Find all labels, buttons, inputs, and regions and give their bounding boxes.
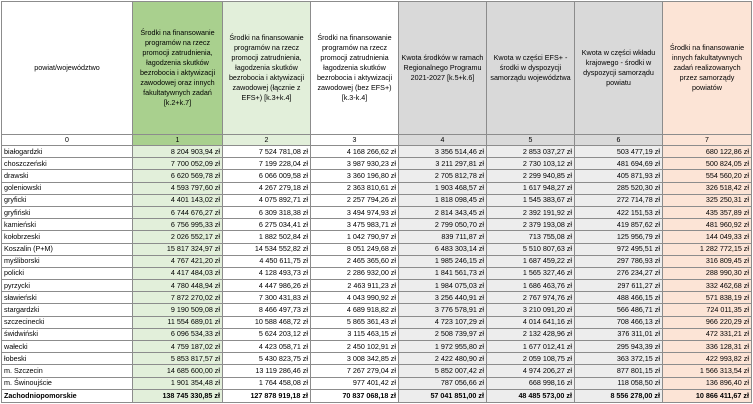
table-row <box>2 243 752 255</box>
amount-cell: 1 687 459,22 zł <box>487 255 575 267</box>
column-number: 1 <box>133 135 223 146</box>
amount-cell: 571 838,19 zł <box>663 292 752 304</box>
amount-cell: 7 267 279,04 zł <box>311 365 399 377</box>
amount-cell: 6 483 303,14 zł <box>399 243 487 255</box>
table-row <box>2 158 752 170</box>
amount-cell: 4 168 266,62 zł <box>311 146 399 158</box>
amount-cell: 8 204 903,94 zł <box>133 146 223 158</box>
amount-cell: 4 689 918,82 zł <box>311 304 399 316</box>
amount-cell: 363 372,15 zł <box>575 353 663 365</box>
amount-cell: 276 234,27 zł <box>575 267 663 279</box>
header-row <box>2 2 752 135</box>
table-row <box>2 170 752 182</box>
column-header-total-funds: Środki na finansowanie programów na rzecz promocji zatrudnienia, łagodzenia skutków bezrobocia i aktywizacji zawodowej oraz innych fakultatywnych zadań [k.2+k.7] <box>133 2 223 135</box>
county-name-cell: m. Świnoujście <box>2 377 133 389</box>
column-header-programs-with-efs: Środki na finansowanie programów na rzecz promocji zatrudnienia, łagodzenia skutków bezrobocia i aktywizacji zawodowej (łącznie z EFS+) [k.3+k.4] <box>223 2 311 135</box>
amount-cell: 4 128 493,73 zł <box>223 267 311 279</box>
table-row <box>2 365 752 377</box>
amount-cell: 6 309 318,38 zł <box>223 206 311 218</box>
amount-cell: 6 744 676,27 zł <box>133 206 223 218</box>
total-cell: 138 745 330,85 zł <box>133 389 223 402</box>
column-header-county: powiat/województwo <box>2 2 133 135</box>
amount-cell: 1 841 561,73 zł <box>399 267 487 279</box>
amount-cell: 3 475 983,71 zł <box>311 219 399 231</box>
amount-cell: 5 430 823,75 zł <box>223 353 311 365</box>
table-row <box>2 377 752 389</box>
county-name-cell: kamieński <box>2 219 133 231</box>
county-name-cell: sławieński <box>2 292 133 304</box>
table-row <box>2 304 752 316</box>
table-row <box>2 292 752 304</box>
amount-cell: 5 624 203,12 zł <box>223 328 311 340</box>
amount-cell: 4 075 892,71 zł <box>223 194 311 206</box>
county-name-cell: choszczeński <box>2 158 133 170</box>
amount-cell: 2 853 037,27 zł <box>487 146 575 158</box>
amount-cell: 1 882 502,84 zł <box>223 231 311 243</box>
amount-cell: 2 705 812,78 zł <box>399 170 487 182</box>
county-name-cell: kołobrzeski <box>2 231 133 243</box>
total-cell: 57 041 851,00 zł <box>399 389 487 402</box>
column-number: 7 <box>663 135 752 146</box>
amount-cell: 2 379 193,08 zł <box>487 219 575 231</box>
amount-cell: 272 714,78 zł <box>575 194 663 206</box>
column-number: 6 <box>575 135 663 146</box>
amount-cell: 4 767 421,20 zł <box>133 255 223 267</box>
column-header-national-contribution: Kwota w części wkładu krajowego - środki w dyspozycji samorządu powiatu <box>575 2 663 135</box>
amount-cell: 1 985 246,15 zł <box>399 255 487 267</box>
amount-cell: 500 824,05 zł <box>663 158 752 170</box>
table-row <box>2 146 752 158</box>
table-row <box>2 231 752 243</box>
amount-cell: 7 524 781,08 zł <box>223 146 311 158</box>
amount-cell: 481 960,92 zł <box>663 219 752 231</box>
total-cell: Zachodniopomorskie <box>2 389 133 402</box>
amount-cell: 2 463 911,23 zł <box>311 280 399 292</box>
county-name-cell: łobeski <box>2 353 133 365</box>
amount-cell: 2 026 552,17 zł <box>133 231 223 243</box>
amount-cell: 668 998,16 zł <box>487 377 575 389</box>
amount-cell: 4 593 797,60 zł <box>133 182 223 194</box>
amount-cell: 125 956,79 zł <box>575 231 663 243</box>
amount-cell: 376 311,01 zł <box>575 328 663 340</box>
amount-cell: 8 051 249,68 zł <box>311 243 399 255</box>
county-name-cell: goleniowski <box>2 182 133 194</box>
amount-cell: 2 286 932,00 zł <box>311 267 399 279</box>
table-row <box>2 194 752 206</box>
amount-cell: 8 466 497,73 zł <box>223 304 311 316</box>
column-number: 2 <box>223 135 311 146</box>
amount-cell: 503 477,19 zł <box>575 146 663 158</box>
amount-cell: 1 818 098,45 zł <box>399 194 487 206</box>
amount-cell: 1 764 458,08 zł <box>223 377 311 389</box>
county-name-cell: pyrzycki <box>2 280 133 292</box>
amount-cell: 877 801,15 zł <box>575 365 663 377</box>
county-name-cell: Koszalin (P+M) <box>2 243 133 255</box>
amount-cell: 326 518,42 zł <box>663 182 752 194</box>
amount-cell: 295 943,39 zł <box>575 341 663 353</box>
amount-cell: 4 417 484,03 zł <box>133 267 223 279</box>
amount-cell: 3 776 578,91 zł <box>399 304 487 316</box>
amount-cell: 4 401 143,02 zł <box>133 194 223 206</box>
amount-cell: 288 990,30 zł <box>663 267 752 279</box>
amount-cell: 297 611,27 zł <box>575 280 663 292</box>
amount-cell: 7 199 228,04 zł <box>223 158 311 170</box>
amount-cell: 839 711,87 zł <box>399 231 487 243</box>
amount-cell: 2 767 974,76 zł <box>487 292 575 304</box>
table-row <box>2 182 752 194</box>
total-cell: 8 556 278,00 zł <box>575 389 663 402</box>
amount-cell: 1 565 327,46 zł <box>487 267 575 279</box>
amount-cell: 6 756 995,33 zł <box>133 219 223 231</box>
amount-cell: 15 817 324,97 zł <box>133 243 223 255</box>
column-header-regional-program: Kwota środków w ramach Regionalnego Programu 2021-2027 [k.5+k.6] <box>399 2 487 135</box>
amount-cell: 11 554 689,01 zł <box>133 316 223 328</box>
county-name-cell: wałecki <box>2 341 133 353</box>
table-row <box>2 328 752 340</box>
table-row <box>2 255 752 267</box>
amount-cell: 4 014 641,16 zł <box>487 316 575 328</box>
amount-cell: 2 059 108,75 zł <box>487 353 575 365</box>
amount-cell: 5 853 817,57 zł <box>133 353 223 365</box>
amount-cell: 3 210 091,20 zł <box>487 304 575 316</box>
amount-cell: 1 545 383,67 zł <box>487 194 575 206</box>
county-name-cell: stargardzki <box>2 304 133 316</box>
amount-cell: 1 901 354,48 zł <box>133 377 223 389</box>
amount-cell: 13 119 286,46 zł <box>223 365 311 377</box>
amount-cell: 1 984 075,03 zł <box>399 280 487 292</box>
amount-cell: 14 534 552,82 zł <box>223 243 311 255</box>
amount-cell: 3 356 514,46 zł <box>399 146 487 158</box>
amount-cell: 6 096 534,33 zł <box>133 328 223 340</box>
county-name-cell: m. Szczecin <box>2 365 133 377</box>
amount-cell: 422 993,82 zł <box>663 353 752 365</box>
county-name-cell: policki <box>2 267 133 279</box>
total-row <box>2 389 752 402</box>
amount-cell: 2 465 365,60 zł <box>311 255 399 267</box>
amount-cell: 2 814 343,45 zł <box>399 206 487 218</box>
total-cell: 48 485 573,00 zł <box>487 389 575 402</box>
amount-cell: 435 357,89 zł <box>663 206 752 218</box>
amount-cell: 6 275 034,41 zł <box>223 219 311 231</box>
column-header-programs-without-efs: Środki na finansowanie programów na rzecz promocji zatrudnienia łagodzenia skutków bezrobocia i aktywizacji zawodowej (bez EFS+) [k.3-k.4] <box>311 2 399 135</box>
amount-cell: 419 857,62 zł <box>575 219 663 231</box>
amount-cell: 7 300 431,83 zł <box>223 292 311 304</box>
amount-cell: 285 520,30 zł <box>575 182 663 194</box>
county-name-cell: myśliborski <box>2 255 133 267</box>
amount-cell: 5 852 007,42 zł <box>399 365 487 377</box>
table-row <box>2 206 752 218</box>
amount-cell: 4 267 279,18 zł <box>223 182 311 194</box>
county-name-cell: szczecinecki <box>2 316 133 328</box>
amount-cell: 136 896,40 zł <box>663 377 752 389</box>
amount-cell: 4 723 107,29 zł <box>399 316 487 328</box>
amount-cell: 488 466,15 zł <box>575 292 663 304</box>
amount-cell: 336 128,31 zł <box>663 341 752 353</box>
amount-cell: 966 220,29 zł <box>663 316 752 328</box>
amount-cell: 977 401,42 zł <box>311 377 399 389</box>
amount-cell: 724 011,35 zł <box>663 304 752 316</box>
table-row <box>2 316 752 328</box>
amount-cell: 2 257 794,26 zł <box>311 194 399 206</box>
column-number-row <box>2 135 752 146</box>
amount-cell: 3 211 297,81 zł <box>399 158 487 170</box>
amount-cell: 144 049,33 zł <box>663 231 752 243</box>
amount-cell: 422 151,53 zł <box>575 206 663 218</box>
amount-cell: 972 495,51 zł <box>575 243 663 255</box>
table-body <box>2 146 752 390</box>
amount-cell: 3 987 930,23 zł <box>311 158 399 170</box>
amount-cell: 1 042 790,97 zł <box>311 231 399 243</box>
table-row <box>2 267 752 279</box>
amount-cell: 1 903 468,57 zł <box>399 182 487 194</box>
column-number: 0 <box>2 135 133 146</box>
total-cell: 70 837 068,18 zł <box>311 389 399 402</box>
amount-cell: 708 466,13 zł <box>575 316 663 328</box>
amount-cell: 7 700 052,09 zł <box>133 158 223 170</box>
amount-cell: 472 331,21 zł <box>663 328 752 340</box>
column-number: 5 <box>487 135 575 146</box>
amount-cell: 3 008 342,85 zł <box>311 353 399 365</box>
amount-cell: 554 560,20 zł <box>663 170 752 182</box>
amount-cell: 1 686 463,76 zł <box>487 280 575 292</box>
amount-cell: 2 450 102,91 zł <box>311 341 399 353</box>
amount-cell: 4 447 986,26 zł <box>223 280 311 292</box>
amount-cell: 405 871,93 zł <box>575 170 663 182</box>
amount-cell: 2 508 739,97 zł <box>399 328 487 340</box>
amount-cell: 5 865 361,43 zł <box>311 316 399 328</box>
column-number: 4 <box>399 135 487 146</box>
amount-cell: 3 256 440,91 zł <box>399 292 487 304</box>
amount-cell: 713 755,08 zł <box>487 231 575 243</box>
amount-cell: 2 132 428,96 zł <box>487 328 575 340</box>
amount-cell: 2 299 940,85 zł <box>487 170 575 182</box>
amount-cell: 118 058,50 zł <box>575 377 663 389</box>
amount-cell: 566 486,71 zł <box>575 304 663 316</box>
amount-cell: 1 972 955,80 zł <box>399 341 487 353</box>
table-row <box>2 280 752 292</box>
amount-cell: 5 510 807,63 zł <box>487 243 575 255</box>
column-header-optional-tasks: Środki na finansowanie innych fakultatywnych zadań realizowanych przez samorządy powiatów <box>663 2 752 135</box>
funding-table <box>1 1 752 403</box>
column-number: 3 <box>311 135 399 146</box>
column-header-efs-voivodeship: Kwota w części EFS+ - środki w dyspozycji samorządu województwa <box>487 2 575 135</box>
amount-cell: 787 056,66 zł <box>399 377 487 389</box>
table-row <box>2 353 752 365</box>
amount-cell: 4 780 448,94 zł <box>133 280 223 292</box>
amount-cell: 9 190 509,08 zł <box>133 304 223 316</box>
table-row <box>2 219 752 231</box>
amount-cell: 2 730 103,12 zł <box>487 158 575 170</box>
county-name-cell: świdwiński <box>2 328 133 340</box>
amount-cell: 4 974 206,27 zł <box>487 365 575 377</box>
total-cell: 10 866 411,67 zł <box>663 389 752 402</box>
amount-cell: 1 566 313,54 zł <box>663 365 752 377</box>
county-name-cell: gryficki <box>2 194 133 206</box>
amount-cell: 4 423 058,71 zł <box>223 341 311 353</box>
amount-cell: 332 462,68 zł <box>663 280 752 292</box>
amount-cell: 10 588 468,72 zł <box>223 316 311 328</box>
amount-cell: 325 250,31 zł <box>663 194 752 206</box>
amount-cell: 2 422 480,90 zł <box>399 353 487 365</box>
amount-cell: 7 872 270,02 zł <box>133 292 223 304</box>
amount-cell: 680 122,86 zł <box>663 146 752 158</box>
amount-cell: 2 799 050,70 zł <box>399 219 487 231</box>
amount-cell: 297 786,93 zł <box>575 255 663 267</box>
table-row <box>2 341 752 353</box>
amount-cell: 6 066 009,58 zł <box>223 170 311 182</box>
county-name-cell: białogardzki <box>2 146 133 158</box>
amount-cell: 1 617 948,27 zł <box>487 182 575 194</box>
amount-cell: 1 677 012,41 zł <box>487 341 575 353</box>
amount-cell: 4 043 990,92 zł <box>311 292 399 304</box>
county-name-cell: drawski <box>2 170 133 182</box>
amount-cell: 14 685 600,00 zł <box>133 365 223 377</box>
amount-cell: 6 620 569,78 zł <box>133 170 223 182</box>
amount-cell: 3 494 974,93 zł <box>311 206 399 218</box>
county-name-cell: gryfiński <box>2 206 133 218</box>
amount-cell: 316 809,45 zł <box>663 255 752 267</box>
amount-cell: 481 694,69 zł <box>575 158 663 170</box>
amount-cell: 3 360 196,80 zł <box>311 170 399 182</box>
amount-cell: 2 363 810,61 zł <box>311 182 399 194</box>
amount-cell: 4 759 187,02 zł <box>133 341 223 353</box>
amount-cell: 1 282 772,15 zł <box>663 243 752 255</box>
amount-cell: 4 450 611,75 zł <box>223 255 311 267</box>
amount-cell: 2 392 191,92 zł <box>487 206 575 218</box>
total-cell: 127 878 919,18 zł <box>223 389 311 402</box>
amount-cell: 3 115 463,15 zł <box>311 328 399 340</box>
